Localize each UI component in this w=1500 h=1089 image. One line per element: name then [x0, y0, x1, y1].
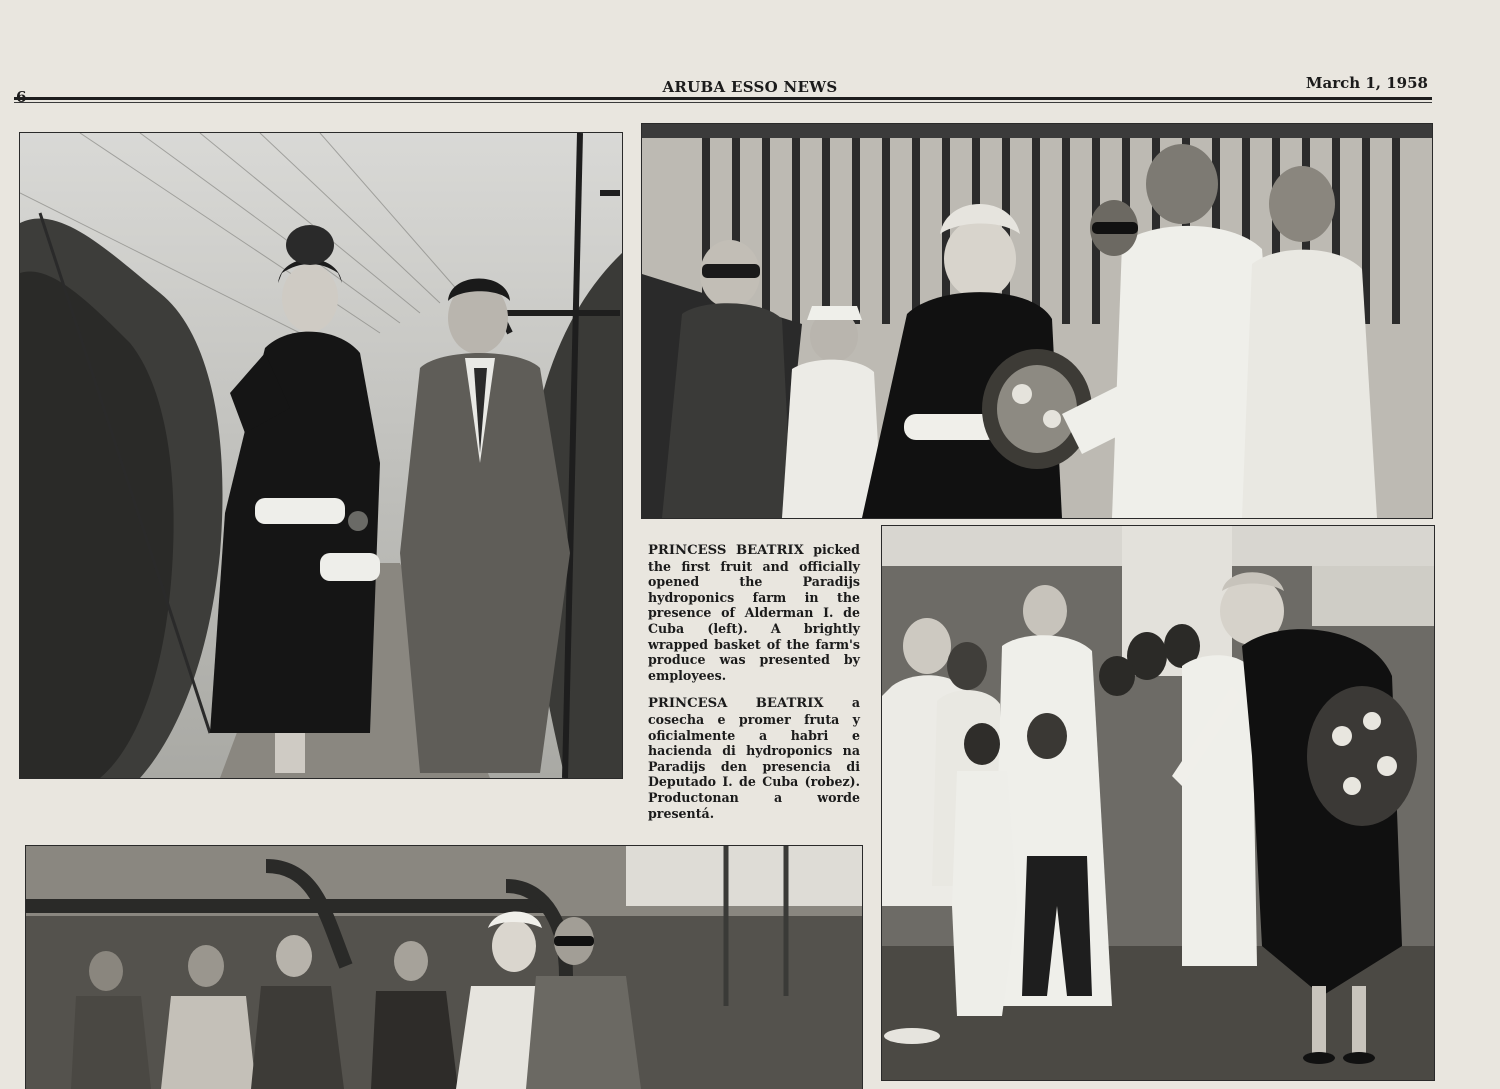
caption-papiamento-text: a cosecha e promer fruta y oficialmente a habri e hacienda di hydroponics na Paradijs den presencia di Deputado I. de Cuba (robez). Productonan a worde presentá.: [648, 695, 860, 821]
caption-english: [648, 542, 860, 683]
photo-basket: [642, 124, 1432, 518]
photo-greenhouse: [20, 133, 622, 778]
caption-english-lead: PRINCESS BEATRIX: [648, 543, 804, 558]
header-rule: [14, 97, 1432, 100]
photo-children-icon: [882, 526, 1434, 1080]
photo-plant: [26, 846, 862, 1089]
header-rule-thin: [14, 102, 1432, 103]
caption-papiamento-lead: PRINCESA BEATRIX: [648, 696, 824, 712]
caption-papiamento: [648, 695, 860, 821]
issue-date: March 1, 1958: [1305, 74, 1428, 92]
photo-basket-icon: [642, 124, 1432, 518]
photo-children: [882, 526, 1434, 1080]
caption-block: [648, 542, 860, 833]
photo-greenhouse-icon: [20, 133, 622, 778]
photo-plant-icon: [26, 846, 862, 1089]
publication-title: ARUBA ESSO NEWS: [662, 78, 838, 96]
caption-english-text: picked the first fruit and officially opened the Paradijs hydroponics farm in the presence of Alderman I. de Cuba (left). A brightly wrapped basket of the farm's produce was presented by employees.: [648, 542, 860, 683]
